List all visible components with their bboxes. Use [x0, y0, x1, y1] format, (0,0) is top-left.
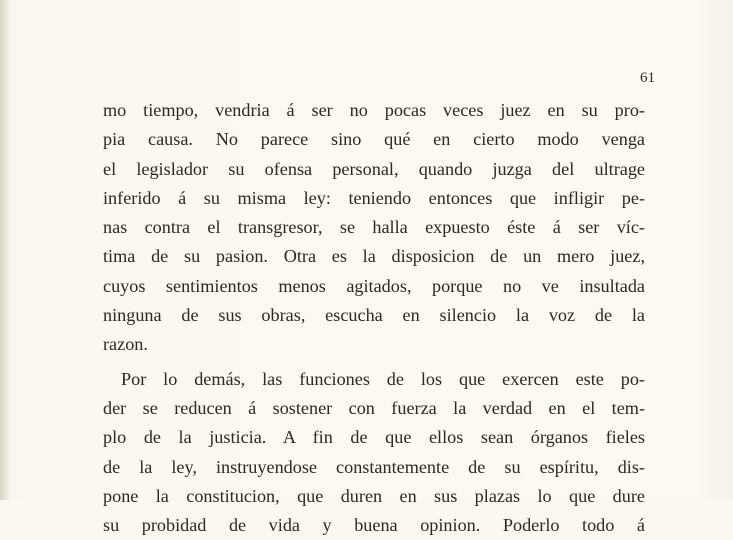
text-line: nas contra el transgresor, se halla expuesto éste á ser víc- — [103, 217, 645, 238]
text-line: tima de su pasion. Otra es la disposicion de un mero juez, — [103, 246, 645, 267]
text-line: pone la constitucion, que duren en sus plazas lo que dure — [103, 485, 645, 506]
page-gutter-shadow — [0, 0, 10, 500]
text-line: pia causa. No parece sino qué en cierto modo venga — [103, 129, 645, 150]
text-line: el legislador su ofensa personal, quando juzga del ultrage — [103, 158, 645, 179]
text-line: razon. — [103, 334, 148, 355]
text-line: der se reducen á sostener con fuerza la verdad en el tem- — [103, 397, 645, 418]
text-line: Por lo demás, las funciones de los que exercen este po- — [121, 368, 645, 389]
text-line: de la ley, instruyendose constantemente de su espíritu, dis- — [103, 456, 645, 477]
text-line: mo tiempo, vendria á ser no pocas veces juez en su pro- — [103, 100, 645, 120]
body-text — [103, 96, 645, 540]
paragraph — [103, 365, 645, 540]
text-line: su probidad de vida y buena opinion. Poderlo todo á — [103, 515, 645, 536]
text-line: cuyos sentimientos menos agitados, porque no ve insultada — [103, 275, 645, 296]
page-number: 61 — [640, 70, 655, 86]
paragraph — [103, 96, 645, 360]
text-line: inferido á su misma ley: teniendo entonces que infligir pe- — [103, 187, 645, 208]
text-line: ninguna de sus obras, escucha en silencio la voz de la — [103, 305, 645, 326]
text-line: plo de la justicia. A fin de que ellos sean órganos fieles — [103, 427, 645, 448]
